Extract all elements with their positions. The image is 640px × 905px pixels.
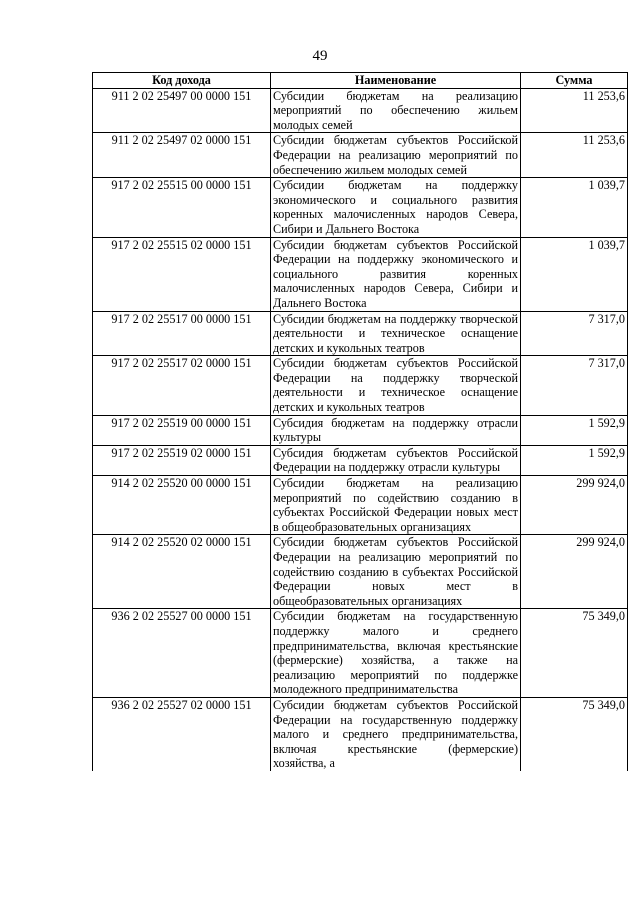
header-code: Код дохода <box>93 73 271 89</box>
table-row <box>93 311 628 356</box>
income-code-cell: 914 2 02 25520 02 0000 151 <box>93 535 271 609</box>
amount-cell: 299 924,0 <box>521 476 628 535</box>
amount-cell: 7 317,0 <box>521 311 628 356</box>
description-cell: Субсидии бюджетам на реализацию мероприятий по содействию созданию в субъектах Российской Федерации новых мест в общеобразовательных организациях <box>271 476 521 535</box>
table-row <box>93 88 628 133</box>
description-cell: Субсидии бюджетам субъектов Российской Федерации на поддержку экономического и социального развития коренных малочисленных народов Севера, Сибири и Дальнего Востока <box>271 237 521 311</box>
description-cell: Субсидии бюджетам на поддержку экономического и социального развития коренных малочисленных народов Севера, Сибири и Дальнего Востока <box>271 178 521 237</box>
table-row <box>93 535 628 609</box>
amount-cell: 11 253,6 <box>521 133 628 178</box>
income-code-cell: 917 2 02 25519 00 0000 151 <box>93 415 271 445</box>
amount-cell: 75 349,0 <box>521 609 628 698</box>
description-cell: Субсидии бюджетам субъектов Российской Федерации на поддержку творческой деятельности и техническое оснащение детских и кукольных театров <box>271 356 521 415</box>
description-cell: Субсидии бюджетам на государственную поддержку малого и среднего предпринимательства, включая крестьянские (фермерские) хозяйства, а также на реализацию мероприятий по поддержке молодежного предпринимательства <box>271 609 521 698</box>
table-row <box>93 178 628 237</box>
description-cell: Субсидии бюджетам на поддержку творческой деятельности и техническое оснащение детских и кукольных театров <box>271 311 521 356</box>
income-code-cell: 914 2 02 25520 00 0000 151 <box>93 476 271 535</box>
income-code-cell: 936 2 02 25527 00 0000 151 <box>93 609 271 698</box>
amount-cell: 1 592,9 <box>521 415 628 445</box>
table-row <box>93 609 628 698</box>
description-cell: Субсидия бюджетам на поддержку отрасли культуры <box>271 415 521 445</box>
header-amount: Сумма <box>521 73 628 89</box>
amount-cell: 1 039,7 <box>521 237 628 311</box>
table-row <box>93 697 628 770</box>
description-cell: Субсидии бюджетам субъектов Российской Федерации на реализацию мероприятий по содействию созданию в субъектах Российской Федерации новых мест в общеобразовательных организациях <box>271 535 521 609</box>
income-code-cell: 917 2 02 25519 02 0000 151 <box>93 445 271 475</box>
table-row <box>93 133 628 178</box>
table-row <box>93 415 628 445</box>
income-code-cell: 936 2 02 25527 02 0000 151 <box>93 697 271 770</box>
income-code-cell: 911 2 02 25497 00 0000 151 <box>93 88 271 133</box>
description-cell: Субсидии бюджетам на реализацию мероприятий по обеспечению жильем молодых семей <box>271 88 521 133</box>
income-code-cell: 917 2 02 25517 00 0000 151 <box>93 311 271 356</box>
income-code-cell: 911 2 02 25497 02 0000 151 <box>93 133 271 178</box>
amount-cell: 75 349,0 <box>521 697 628 770</box>
amount-cell: 1 039,7 <box>521 178 628 237</box>
income-code-cell: 917 2 02 25515 00 0000 151 <box>93 178 271 237</box>
description-cell: Субсидии бюджетам субъектов Российской Федерации на государственную поддержку малого и среднего предпринимательства, включая крестьянские (фермерские) хозяйства, а <box>271 697 521 770</box>
revenue-table <box>92 72 628 771</box>
amount-cell: 1 592,9 <box>521 445 628 475</box>
table-row <box>93 445 628 475</box>
description-cell: Субсидия бюджетам субъектов Российской Федерации на поддержку отрасли культуры <box>271 445 521 475</box>
header-name: Наименование <box>271 73 521 89</box>
income-code-cell: 917 2 02 25515 02 0000 151 <box>93 237 271 311</box>
amount-cell: 299 924,0 <box>521 535 628 609</box>
amount-cell: 7 317,0 <box>521 356 628 415</box>
table-row <box>93 476 628 535</box>
table-header-row <box>93 73 628 89</box>
amount-cell: 11 253,6 <box>521 88 628 133</box>
income-code-cell: 917 2 02 25517 02 0000 151 <box>93 356 271 415</box>
table-row <box>93 356 628 415</box>
page-number: 49 <box>312 48 328 64</box>
table-row <box>93 237 628 311</box>
description-cell: Субсидии бюджетам субъектов Российской Федерации на реализацию мероприятий по обеспечению жильем молодых семей <box>271 133 521 178</box>
